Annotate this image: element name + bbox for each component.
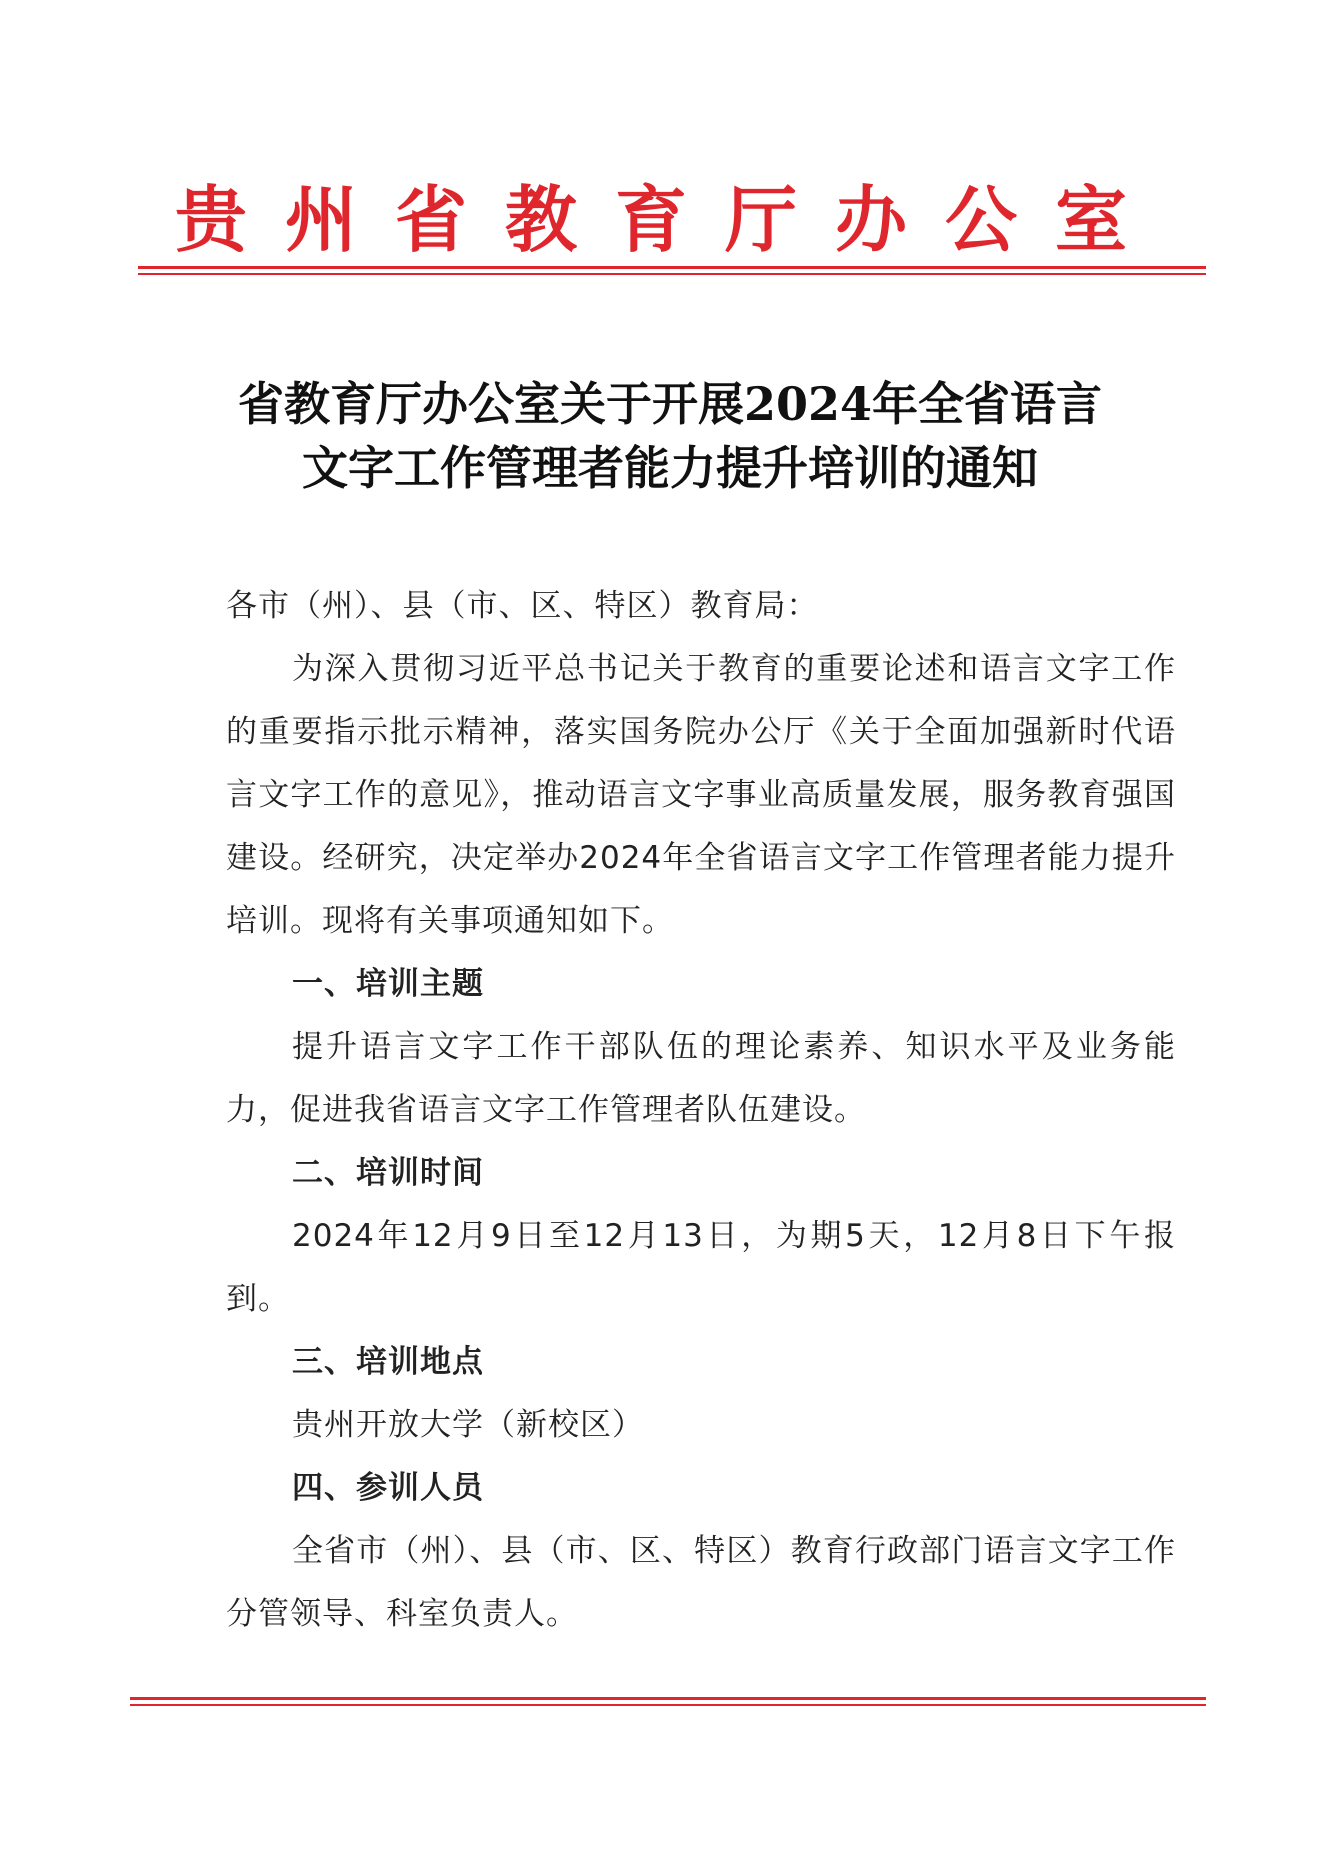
footer-red-rule-thin (130, 1704, 1206, 1706)
section-heading-location: 三、培训地点 (292, 1344, 484, 1380)
document-title-line-2: 文字工作管理者能力提升培训的通知 (302, 441, 1038, 495)
document-title-line-1: 省教育厅办公室关于开展2024年全省语言 (237, 377, 1103, 431)
section-content-location: 贵州开放大学（新校区） (292, 1407, 644, 1443)
section-heading-participants: 四、参训人员 (292, 1470, 484, 1506)
document-title (180, 372, 1160, 500)
section-heading-theme: 一、培训主题 (292, 966, 484, 1002)
footer-red-rule (130, 1697, 1206, 1700)
masthead-org-name: 贵州省教育厅办公室 (174, 177, 1165, 262)
salutation: 各市（州）、县（市、区、特区）教育局： (226, 588, 819, 624)
section-heading-time: 二、培训时间 (292, 1155, 484, 1191)
section-content-theme: 提升语言文字工作干部队伍的理论素养、知识水平及业务能力，促进我省语言文字工作管理者队伍建设。 (226, 1029, 1176, 1128)
document-body (226, 575, 1176, 1646)
section-content-time: 2024年12月9日至12月13日，为期5天，12月8日下午报到。 (226, 1218, 1176, 1317)
intro-paragraph: 为深入贯彻习近平总书记关于教育的重要论述和语言文字工作的重要指示批示精神，落实国务院办公厅《关于全面加强新时代语言文字工作的意见》，推动语言文字事业高质量发展，服务教育强国建设。经研究，决定举办2024年全省语言文字工作管理者能力提升培训。现将有关事项通知如下。 (226, 651, 1176, 939)
section-content-participants: 全省市（州）、县（市、区、特区）教育行政部门语言文字工作分管领导、科室负责人。 (226, 1533, 1176, 1632)
masthead-red-rule (138, 266, 1206, 269)
masthead-red-rule-thin (138, 273, 1206, 275)
